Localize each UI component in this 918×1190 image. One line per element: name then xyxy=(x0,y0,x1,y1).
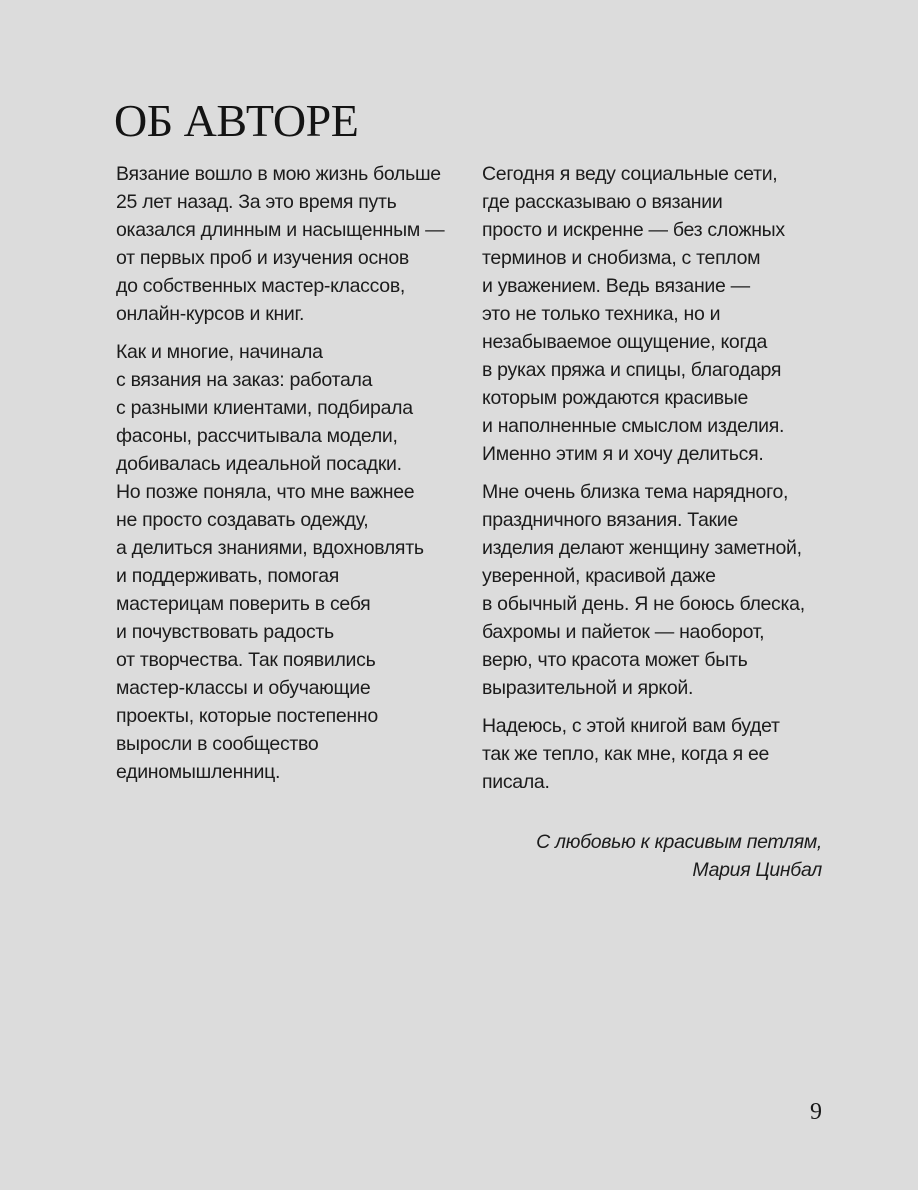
text-line: где рассказываю о вязании xyxy=(482,191,723,213)
text-line: выразительной и яркой. xyxy=(482,677,694,699)
paragraph xyxy=(482,478,822,702)
text-line: не просто создавать одежду, xyxy=(116,509,369,531)
text-line: просто и искренне — без сложных xyxy=(482,219,785,241)
text-line: Именно этим я и хочу делиться. xyxy=(482,443,764,465)
text-line: и наполненные смыслом изделия. xyxy=(482,415,785,437)
signature-line: Мария Цинбал xyxy=(692,859,822,881)
text-line: в обычный день. Я не боюсь блеска, xyxy=(482,593,805,615)
text-line: мастер-классы и обучающие xyxy=(116,677,371,699)
text-line: и уважением. Ведь вязание — xyxy=(482,275,750,297)
text-line: Вязание вошло в мою жизнь больше xyxy=(116,163,441,185)
text-line: Но позже поняла, что мне важнее xyxy=(116,481,415,503)
page-title: ОБ АВТОРЕ xyxy=(114,95,359,146)
text-line: добивалась идеальной посадки. xyxy=(116,453,402,475)
text-line: а делиться знаниями, вдохновлять xyxy=(116,537,424,559)
text-line: Надеюсь, с этой книгой вам будет xyxy=(482,715,780,737)
text-line: изделия делают женщину заметной, xyxy=(482,537,802,559)
text-line: которым рождаются красивые xyxy=(482,387,749,409)
text-line: оказался длинным и насыщенным — xyxy=(116,219,445,241)
text-line: и поддерживать, помогая xyxy=(116,565,339,587)
text-line: Мне очень близка тема нарядного, xyxy=(482,481,789,503)
text-column-left xyxy=(116,160,456,796)
text-line: бахромы и пайеток — наоборот, xyxy=(482,621,765,643)
text-line: терминов и снобизма, с теплом xyxy=(482,247,761,269)
text-line: от творчества. Так появились xyxy=(116,649,376,671)
text-line: с разными клиентами, подбирала xyxy=(116,397,413,419)
text-line: выросли в сообщество xyxy=(116,733,319,755)
paragraph xyxy=(116,160,456,328)
text-line: от первых проб и изучения основ xyxy=(116,247,409,269)
text-line: единомышленниц. xyxy=(116,761,281,783)
paragraph xyxy=(482,712,822,796)
text-line: уверенной, красивой даже xyxy=(482,565,716,587)
text-line: Сегодня я веду социальные сети, xyxy=(482,163,778,185)
paragraph xyxy=(482,160,822,468)
author-signature xyxy=(536,828,822,884)
page-number: 9 xyxy=(810,1099,822,1125)
text-line: Как и многие, начинала xyxy=(116,341,323,363)
paragraph xyxy=(116,338,456,786)
text-line: с вязания на заказ: работала xyxy=(116,369,373,391)
text-line: праздничного вязания. Такие xyxy=(482,509,738,531)
text-line: и почувствовать радость xyxy=(116,621,334,643)
text-line: фасоны, рассчитывала модели, xyxy=(116,425,398,447)
text-line: проекты, которые постепенно xyxy=(116,705,378,727)
signature-line: С любовью к красивым петлям, xyxy=(536,831,822,853)
text-line: незабываемое ощущение, когда xyxy=(482,331,768,353)
text-line: мастерицам поверить в себя xyxy=(116,593,371,615)
text-line: так же тепло, как мне, когда я ее xyxy=(482,743,770,765)
text-line: верю, что красота может быть xyxy=(482,649,748,671)
text-line: до собственных мастер-классов, xyxy=(116,275,406,297)
text-line: это не только техника, но и xyxy=(482,303,721,325)
text-line: в руках пряжа и спицы, благодаря xyxy=(482,359,782,381)
text-line: 25 лет назад. За это время путь xyxy=(116,191,397,213)
text-line: писала. xyxy=(482,771,550,793)
text-column-right xyxy=(482,160,822,806)
text-line: онлайн-курсов и книг. xyxy=(116,303,305,325)
